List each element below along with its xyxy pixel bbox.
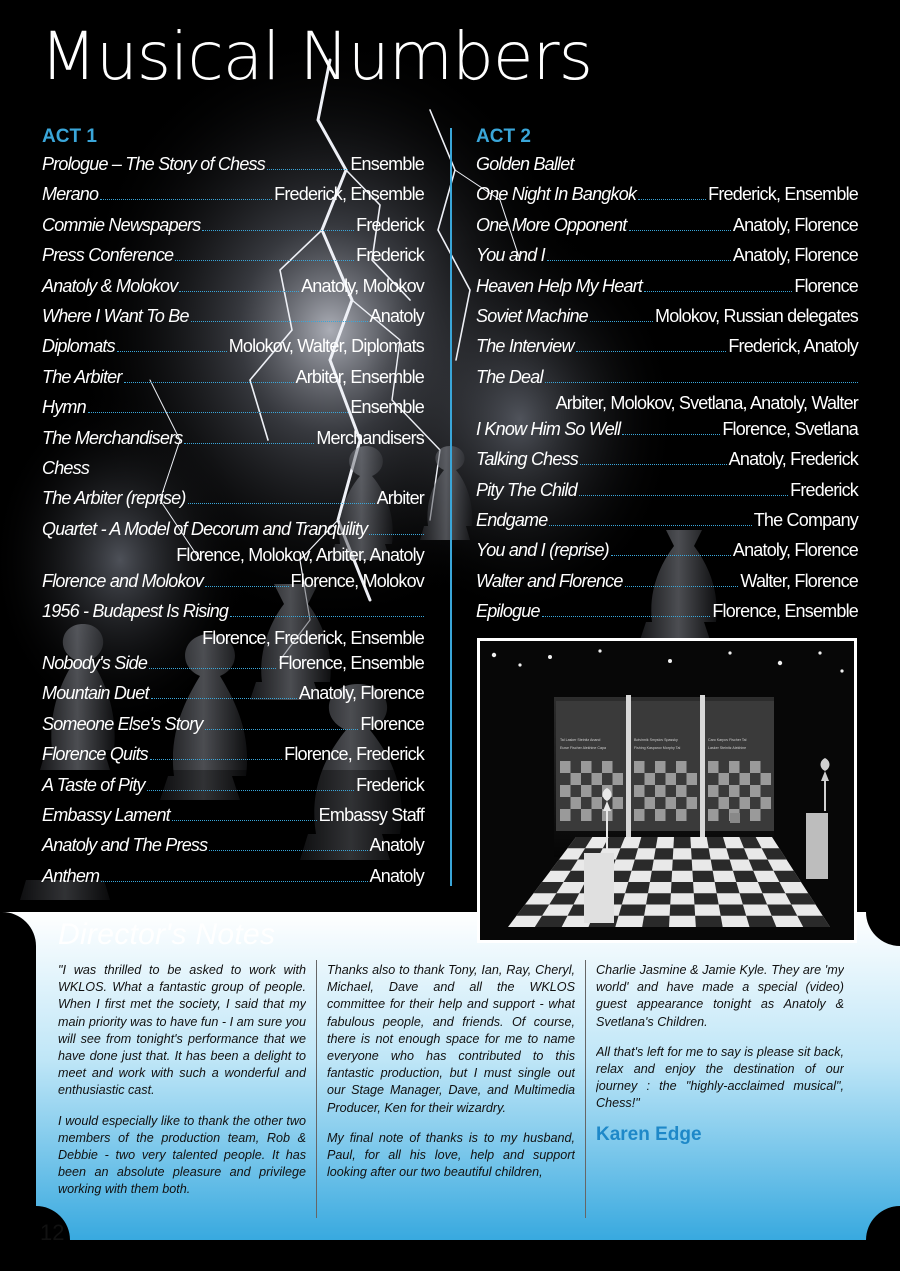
song-title: Talking Chess xyxy=(476,449,578,470)
dot-leader xyxy=(590,321,653,322)
song-row xyxy=(476,184,858,214)
song-title: Florence Quits xyxy=(42,744,148,765)
song-row xyxy=(476,419,858,449)
column-rule xyxy=(316,960,317,1218)
song-performer: Florence, Frederick xyxy=(284,744,424,765)
song-performer: Anatoly, Florence xyxy=(732,245,858,266)
song-row xyxy=(42,835,424,865)
song-performer: Florence, Molokov, Arbiter, Anatoly xyxy=(176,545,424,566)
dot-leader xyxy=(209,850,367,851)
song-performer: Frederick xyxy=(356,245,424,266)
song-row xyxy=(42,488,424,518)
song-title: I Know Him So Well xyxy=(476,418,621,439)
song-title: Diplomats xyxy=(42,336,115,357)
song-performer: Florence xyxy=(360,713,424,734)
song-row xyxy=(476,154,858,184)
song-row xyxy=(42,714,424,744)
song-title: Endgame xyxy=(476,509,548,530)
dot-leader xyxy=(191,321,368,322)
song-title: Chess xyxy=(42,457,90,478)
song-title: Anatoly and The Press xyxy=(42,835,208,856)
song-performer: Frederick, Ensemble xyxy=(708,184,858,205)
dot-leader xyxy=(172,820,317,821)
song-row xyxy=(476,449,858,479)
song-title: One More Opponent xyxy=(476,214,627,235)
song-performer: Molokov, Walter, Diplomats xyxy=(228,336,424,357)
song-row xyxy=(476,480,858,510)
song-performer: Arbiter, Ensemble xyxy=(295,366,424,387)
song-title: Quartet - A Model of Decorum and Tranquility xyxy=(42,518,368,539)
song-title: Merano xyxy=(42,184,99,205)
dot-leader xyxy=(100,199,272,200)
song-title: Nobody's Side xyxy=(42,653,148,674)
dot-leader xyxy=(147,790,354,791)
song-performer: Frederick xyxy=(356,214,424,235)
song-row xyxy=(42,653,424,683)
song-row xyxy=(476,571,858,601)
song-performer: Frederick, Ensemble xyxy=(274,184,424,205)
board-name-label: Caro Karpov Fischer Tal xyxy=(708,738,747,742)
song-row xyxy=(476,276,858,306)
song-performer: Frederick xyxy=(356,774,424,795)
song-performer: Florence, Frederick, Ensemble xyxy=(202,627,424,648)
song-row xyxy=(42,276,424,306)
act-1-song-list xyxy=(42,154,424,896)
song-performer: Florence, Ensemble xyxy=(712,601,858,622)
song-title: The Arbiter xyxy=(42,366,122,387)
board-name-label: Botvinnik Smyslov Spassky xyxy=(634,738,678,742)
song-title: The Arbiter (reprise) xyxy=(42,488,186,509)
dot-leader xyxy=(629,230,731,231)
song-row xyxy=(42,775,424,805)
song-title: The Interview xyxy=(476,336,574,357)
song-title: Walter and Florence xyxy=(476,570,623,591)
song-performer: Florence, Ensemble xyxy=(278,653,424,674)
notes-column-2 xyxy=(327,962,575,1220)
board-name-label: Lasker Steinitz Alekhine xyxy=(708,746,747,750)
notes-paragraph: All that's left for me to say is please sit back, relax and enjoy the destination of our journey : the "highly-acclaimed musical", Chess!" xyxy=(596,1044,844,1111)
song-performer: Florence, Molokov xyxy=(290,570,424,591)
song-row xyxy=(476,510,858,540)
song-performer: Anatoly xyxy=(369,865,424,886)
dot-leader xyxy=(205,586,288,587)
notes-column-1 xyxy=(58,962,306,1220)
stage-set-illustration xyxy=(480,641,854,940)
dot-leader xyxy=(202,230,354,231)
song-row xyxy=(42,336,424,366)
song-row xyxy=(476,215,858,245)
song-row xyxy=(42,245,424,275)
song-performer: Molokov, Russian delegates xyxy=(655,305,858,326)
dot-leader xyxy=(230,616,424,617)
notes-column-3 xyxy=(596,962,844,1220)
dot-leader xyxy=(149,668,276,669)
song-title: Prologue – The Story of Chess xyxy=(42,154,265,174)
song-row xyxy=(42,683,424,713)
notes-paragraph: I would especially like to thank the other two members of the production team, Rob & Debbie - two very talented people. It has been an absolute pleasure and privilege working with them both. xyxy=(58,1113,306,1197)
song-row xyxy=(42,397,424,427)
song-performer: Merchandisers xyxy=(316,427,424,448)
song-title: Press Conference xyxy=(42,245,174,266)
dot-leader xyxy=(579,495,788,496)
dot-leader xyxy=(101,881,367,882)
stage-set-photo xyxy=(477,638,857,943)
song-row xyxy=(42,428,424,458)
song-performer: Florence xyxy=(794,275,858,296)
act-1-section xyxy=(42,124,424,896)
dot-leader xyxy=(638,199,706,200)
board-name-label: Tal Lasker Steinitz Anand xyxy=(560,738,601,742)
song-row xyxy=(42,367,424,397)
song-performer: Anatoly, Molokov xyxy=(301,275,424,296)
notes-paragraph: My final note of thanks is to my husband, Paul, for all his love, help and support looking after our two beautiful children, xyxy=(327,1130,575,1180)
dot-leader xyxy=(205,729,359,730)
dot-leader xyxy=(88,412,349,413)
dot-leader xyxy=(124,382,294,383)
dot-leader xyxy=(625,586,739,587)
song-title: Epilogue xyxy=(476,601,540,622)
song-performer: Anatoly xyxy=(369,305,424,326)
act-2-section xyxy=(476,124,858,631)
song-row xyxy=(476,245,858,275)
song-row xyxy=(42,215,424,245)
director-signature: Karen Edge xyxy=(596,1123,702,1145)
song-row xyxy=(42,866,424,896)
dot-leader xyxy=(549,525,751,526)
board-name-label: Euwe Fischer Alekhine Capa xyxy=(560,746,606,750)
song-row xyxy=(476,540,858,570)
dot-leader xyxy=(622,434,720,435)
song-performer: Frederick xyxy=(790,479,858,500)
dot-leader xyxy=(184,443,314,444)
song-row xyxy=(42,805,424,835)
song-title: Heaven Help My Heart xyxy=(476,275,643,296)
song-title: A Taste of Pity xyxy=(42,774,145,795)
song-performer: Walter, Florence xyxy=(740,570,858,591)
dot-leader xyxy=(611,555,731,556)
song-row xyxy=(476,336,858,366)
column-rule xyxy=(585,960,586,1218)
dot-leader xyxy=(644,291,792,292)
song-performer: Anatoly, Florence xyxy=(732,214,858,235)
song-title: Someone Else's Story xyxy=(42,713,203,734)
song-title: One Night In Bangkok xyxy=(476,184,637,205)
song-title: 1956 - Budapest Is Rising xyxy=(42,601,229,622)
dot-leader xyxy=(580,464,727,465)
directors-notes-heading: Director's Notes xyxy=(58,918,276,951)
song-performer: Frederick, Anatoly xyxy=(728,336,858,357)
act-divider xyxy=(450,128,452,886)
song-title: Soviet Machine xyxy=(476,305,588,326)
song-title: Anthem xyxy=(42,865,100,886)
song-title: Mountain Duet xyxy=(42,683,149,704)
act-2-heading: ACT 2 xyxy=(476,126,531,147)
notes-paragraph: Charlie Jasmine & Jamie Kyle. They are 'my world' and have made a special (video) guest appearance tonight as Anatoly & Svetlana's Children. xyxy=(596,963,844,1029)
song-row xyxy=(42,601,424,653)
song-row xyxy=(476,306,858,336)
dot-leader xyxy=(150,759,282,760)
dot-leader xyxy=(545,382,858,383)
song-title: Florence and Molokov xyxy=(42,570,204,591)
song-title: Hymn xyxy=(42,397,86,418)
song-performer: The Company xyxy=(753,509,858,530)
song-performer: Anatoly, Florence xyxy=(732,540,858,561)
song-performer: Florence, Svetlana xyxy=(722,418,858,439)
song-performer: Ensemble xyxy=(350,397,424,418)
song-title: You and I (reprise) xyxy=(476,540,609,561)
act-2-song-list xyxy=(476,154,858,631)
notes-paragraph: "I was thrilled to be asked to work with WKLOS. What a fantastic group of people. When I first met the society, I said that my main priority was to have fun - I am sure you will see from tonight's performance that we have done just that. It has been a delight to meet and work with such a wonderful and enthusiastic cast. xyxy=(58,963,306,1098)
song-performer: Anatoly, Frederick xyxy=(728,449,858,470)
dot-leader xyxy=(267,169,348,170)
dot-leader xyxy=(542,616,711,617)
song-row xyxy=(42,519,424,571)
page-title: Musical Numbers xyxy=(40,18,593,95)
song-performer: Anatoly, Florence xyxy=(298,683,424,704)
song-title: Where I Want To Be xyxy=(42,305,189,326)
dot-leader xyxy=(188,503,375,504)
song-row xyxy=(476,601,858,631)
dot-leader xyxy=(547,260,731,261)
song-performer: Anatoly xyxy=(369,835,424,856)
song-row xyxy=(476,367,858,419)
song-performer: Ensemble xyxy=(350,154,424,174)
song-row xyxy=(42,306,424,336)
song-performer: Embassy Staff xyxy=(318,805,424,826)
song-title: Anatoly & Molokov xyxy=(42,275,178,296)
song-title: You and I xyxy=(476,245,545,266)
dot-leader xyxy=(151,698,297,699)
dot-leader xyxy=(369,534,424,535)
page-number: 12 xyxy=(40,1220,65,1245)
dot-leader xyxy=(175,260,354,261)
board-name-label: Fishing Kasparov Morphy Tal xyxy=(634,746,681,750)
song-title: Commie Newspapers xyxy=(42,214,201,235)
song-title: The Deal xyxy=(476,366,543,387)
song-performer: Arbiter xyxy=(376,488,424,509)
song-row xyxy=(42,458,424,488)
song-row xyxy=(42,154,424,184)
dot-leader xyxy=(117,351,227,352)
song-title: Golden Ballet xyxy=(476,154,574,174)
dot-leader xyxy=(179,291,299,292)
song-title: Pity The Child xyxy=(476,479,577,500)
song-title: Embassy Lament xyxy=(42,805,170,826)
song-row xyxy=(42,571,424,601)
song-performer: Arbiter, Molokov, Svetlana, Anatoly, Walter xyxy=(555,393,858,414)
dot-leader xyxy=(576,351,727,352)
act-1-heading: ACT 1 xyxy=(42,126,97,147)
song-row xyxy=(42,744,424,774)
song-title: The Merchandisers xyxy=(42,427,183,448)
song-row xyxy=(42,184,424,214)
notes-paragraph: Thanks also to thank Tony, Ian, Ray, Cheryl, Michael, Dave and all the WKLOS committee for their help and support - what fabulous people, and friends. Of course, there is not enough space for me to name everyone who has contributed to this fantastic production, but I must single out our Stage Manager, Dave, and Multimedia Producer, Ken for their wizardry. xyxy=(327,963,575,1115)
